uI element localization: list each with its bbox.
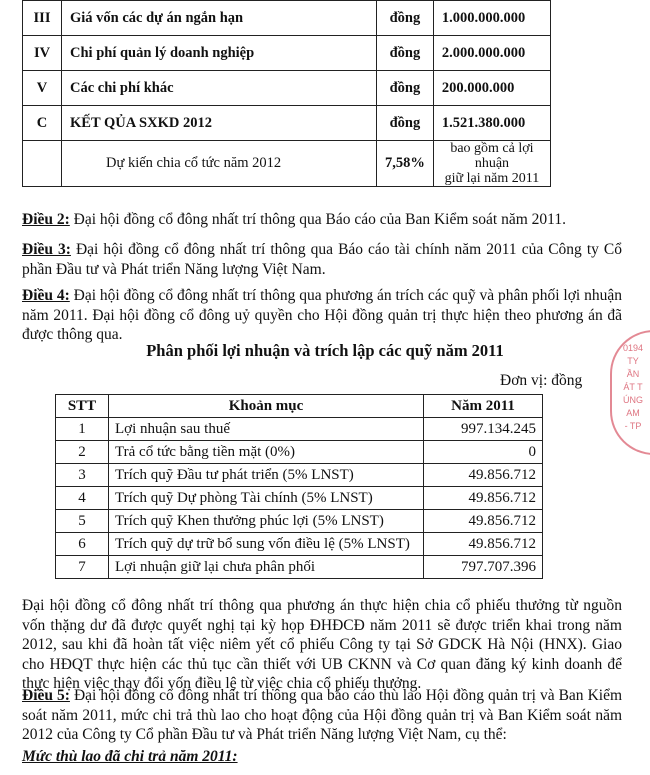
- row-stt: 1: [56, 418, 109, 441]
- table-header-row: [56, 395, 543, 418]
- row-amount: 49.856.712: [424, 464, 543, 487]
- row-item: Trích quỹ dự trữ bổ sung vốn điều lệ (5% LNST): [109, 533, 424, 556]
- row-unit: đồng: [377, 71, 434, 106]
- table-row: [56, 464, 543, 487]
- article-4: [22, 286, 622, 345]
- row-item: Giá vốn các dự án ngắn hạn: [62, 1, 377, 36]
- row-item: Trích quỹ Dự phòng Tài chính (5% LNST): [109, 487, 424, 510]
- header-year: Năm 2011: [424, 395, 543, 418]
- article-lead: Điều 4:: [22, 287, 70, 304]
- article-text: Đại hội đồng cổ đông nhất trí thông qua Báo cáo tài chính năm 2011 của Công ty Cổ phần Đầu tư và Phát triển Năng lượng Việt Nam.: [22, 241, 622, 278]
- stamp-line: 0194: [622, 343, 644, 353]
- row-value: 1.000.000.000: [433, 1, 550, 36]
- article-3: [22, 240, 622, 279]
- table-row: [56, 441, 543, 464]
- row-number: IV: [23, 36, 62, 71]
- row-unit: đồng: [377, 106, 434, 141]
- bonus-share-paragraph: Đại hội đồng cổ đông nhất trí thông qua phương án thực hiện chia cổ phiếu thưởng từ nguồn vốn thặng dư đã được quyết nghị tại kỳ họp ĐHĐCĐ năm 2011 sẽ được triển khai trong năm 2012, sau khi đã hoàn tất việc niêm yết cổ phiếu Công ty tại Sở GDCK Hà Nội (HNX). Giao cho HĐQT thực hiện các thủ tục cần thiết với UB CKNN và Cơ quan đăng ký kinh doanh để thực hiện việc thay đổi vốn điều lệ từ việc chia cổ phiếu thưởng.: [22, 597, 622, 692]
- row-value: 1.521.380.000: [433, 106, 550, 141]
- table-row: [56, 418, 543, 441]
- stamp-line: ÚNG: [623, 395, 643, 405]
- row-item: Lợi nhuận giữ lại chưa phân phối: [109, 556, 424, 579]
- note-line: bao gồm cả lợi nhuận: [450, 141, 534, 171]
- row-note: [433, 141, 550, 187]
- row-amount: 49.856.712: [424, 510, 543, 533]
- stamp-line: ẦN: [626, 369, 640, 379]
- article-text: Đại hội đồng cổ đông nhất trí thông qua báo cáo thù lao Hội đồng quản trị và Ban Kiểm soát năm 2011, mức chi trả thù lao cho hoạt động của Hội đồng quản trị và Ban Kiểm soát năm 2012 của Công ty Cổ phần Đầu tư và Phát triển Năng lượng Việt Nam, cụ thể:: [22, 687, 623, 743]
- row-item: Lợi nhuận sau thuế: [109, 418, 424, 441]
- row-item: Chi phí quản lý doanh nghiệp: [62, 36, 377, 71]
- article-lead: Điều 2:: [22, 211, 70, 228]
- stamp-line: TY: [627, 356, 639, 366]
- stamp-line: ÁT T: [623, 382, 643, 392]
- header-item: Khoản mục: [109, 395, 424, 418]
- row-number: III: [23, 1, 62, 36]
- article-lead: Điều 5:: [22, 687, 70, 704]
- table-row: [56, 556, 543, 579]
- row-item: KẾT QỦA SXKD 2012: [62, 106, 377, 141]
- row-item: Dự kiến chia cổ tức năm 2012: [62, 141, 377, 187]
- table-row: [23, 36, 551, 71]
- row-rate: 7,58%: [377, 141, 434, 187]
- dividend-note-row: [23, 141, 551, 187]
- table-row: [56, 533, 543, 556]
- article-5: [22, 686, 622, 745]
- remuneration-heading: Mức thù lao đã chi trả năm 2011:: [22, 748, 238, 765]
- article-lead: Điều 3:: [22, 241, 71, 258]
- row-amount: 797.707.396: [424, 556, 543, 579]
- stamp-line: AM: [626, 408, 640, 418]
- row-amount: 49.856.712: [424, 487, 543, 510]
- header-stt: STT: [56, 395, 109, 418]
- row-amount: 0: [424, 441, 543, 464]
- results-table: [22, 0, 551, 187]
- row-unit: đồng: [377, 1, 434, 36]
- table-row: [23, 1, 551, 36]
- company-seal-stamp: [610, 330, 650, 455]
- table-row: [23, 71, 551, 106]
- row-item: Các chi phí khác: [62, 71, 377, 106]
- row-amount: 997.134.245: [424, 418, 543, 441]
- row-unit: đồng: [377, 36, 434, 71]
- table-row: [56, 510, 543, 533]
- row-amount: 49.856.712: [424, 533, 543, 556]
- section-title: Phân phối lợi nhuận và trích lập các quỹ năm 2011: [146, 341, 504, 360]
- row-number-empty: [23, 141, 62, 187]
- profit-distribution-table: [55, 394, 543, 579]
- row-stt: 5: [56, 510, 109, 533]
- article-text: Đại hội đồng cổ đông nhất trí thông qua phương án trích các quỹ và phân phối lợi nhuận năm 2011. Đại hội đồng cổ đông uỷ quyền cho Hội đồng quản trị thực hiện theo phương án đã được thông qua.: [22, 287, 622, 343]
- row-value: 2.000.000.000: [433, 36, 550, 71]
- row-item: Trích quỹ Đầu tư phát triển (5% LNST): [109, 464, 424, 487]
- note-line: giữ lại năm 2011: [444, 171, 540, 186]
- row-value: 200.000.000: [433, 71, 550, 106]
- row-item: Trả cổ tức bằng tiền mặt (0%): [109, 441, 424, 464]
- table-row: [23, 106, 551, 141]
- article-2: [22, 210, 622, 230]
- row-stt: 2: [56, 441, 109, 464]
- stamp-line: - TP: [624, 421, 642, 431]
- row-number: V: [23, 71, 62, 106]
- row-stt: 7: [56, 556, 109, 579]
- article-text: Đại hội đồng cổ đông nhất trí thông qua Báo cáo của Ban Kiểm soát năm 2011.: [69, 211, 566, 228]
- row-stt: 3: [56, 464, 109, 487]
- row-number: C: [23, 106, 62, 141]
- row-stt: 6: [56, 533, 109, 556]
- row-stt: 4: [56, 487, 109, 510]
- unit-label: Đơn vị: đồng: [500, 372, 583, 389]
- table-row: [56, 487, 543, 510]
- row-item: Trích quỹ Khen thưởng phúc lợi (5% LNST): [109, 510, 424, 533]
